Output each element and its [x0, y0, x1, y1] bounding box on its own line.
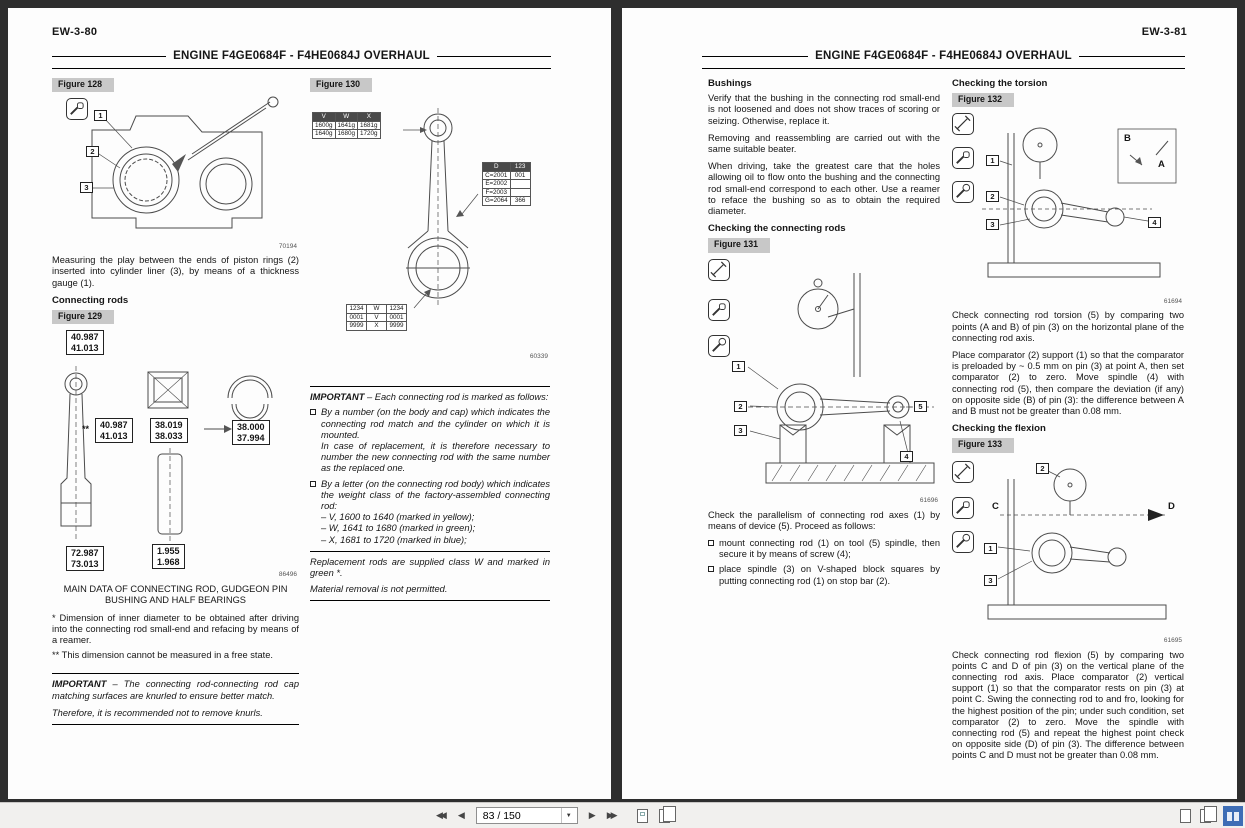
table-cell: 0001 [347, 313, 367, 322]
dim-line: 41.013 [100, 430, 128, 441]
wrench-icon [952, 531, 974, 553]
dim-line: 73.013 [71, 558, 99, 569]
title-rule-right [1079, 56, 1185, 57]
callout-2: 2 [1036, 463, 1049, 474]
callout-4: 4 [900, 451, 913, 462]
dim-line: 72.987 [71, 548, 99, 559]
table-cell: C=2001 [483, 171, 511, 180]
figure-130-label: Figure 130 [310, 78, 372, 92]
table-cell: 001 [510, 171, 530, 180]
table-cell: G=2064 [483, 197, 511, 206]
table-cell: 1600g [313, 121, 336, 130]
page-title-block [702, 50, 1185, 62]
figure-130-ref: 60339 [529, 353, 548, 360]
parallelism-paragraph: Check the parallelism of connecting rod axes (1) by means of device (5). Proceed as follows: [708, 509, 940, 531]
bullet-text: By a letter (on the connecting rod body) which indicates the weight class of the factory-assembled connecting rod: [321, 478, 550, 512]
checkbox-bullet-icon [310, 409, 316, 415]
figure-132-label: Figure 132 [952, 93, 1014, 107]
checkbox-bullet-icon [310, 481, 316, 487]
wrench-icon [952, 181, 974, 203]
caliper-icon [952, 461, 974, 483]
screwdriver-icon [952, 147, 974, 169]
callout-3: 3 [80, 182, 93, 193]
table-cell: 0001 [387, 313, 407, 322]
table-cell: 1234 [347, 305, 367, 314]
step-text: mount connecting rod (1) on tool (5) spindle, then secure it by means of screw (4); [719, 538, 940, 560]
single-page-view-button[interactable] [1180, 809, 1191, 823]
step-text: place spindle (3) on V-shaped block squares by putting connecting rod (1) on stop bar (2). [719, 564, 940, 586]
page-number-input[interactable] [477, 810, 561, 822]
checkbox-bullet-icon [708, 540, 714, 546]
title-underline [52, 68, 551, 69]
snapshot-page-button[interactable] [637, 809, 648, 823]
point-letter-D: D [1168, 500, 1175, 512]
table-cell: 1234 [387, 305, 407, 314]
weight-class-table [312, 112, 381, 139]
dim-line: 40.987 [71, 332, 99, 343]
footnote-double-star: ** This dimension cannot be measured in a free state. [52, 650, 274, 661]
snapshot-marker [640, 812, 645, 816]
title-rule-right [437, 56, 551, 57]
title-rule-left [702, 56, 808, 57]
table-cell: 1681g [358, 121, 381, 130]
page-title: ENGINE F4GE0684F - F4HE0684J OVERHAUL [173, 50, 430, 62]
marking-table [346, 304, 407, 331]
important-note-knurls [52, 673, 299, 725]
match-number-table [482, 162, 531, 206]
dim-box-mid-2 [150, 418, 188, 443]
facing-pages-view-button[interactable] [1200, 809, 1211, 823]
screwdriver-icon [952, 497, 974, 519]
figure-132-drawing [952, 111, 1184, 301]
point-letter-A: A [1158, 159, 1165, 171]
page-layout-group [1180, 803, 1211, 828]
material-note: Material removal is not permitted. [310, 584, 448, 595]
document-page-left [8, 8, 611, 799]
important-label: IMPORTANT [52, 679, 107, 690]
connecting-rods-heading: Connecting rods [52, 294, 129, 306]
figure-130 [310, 96, 550, 362]
table-cell [510, 188, 530, 197]
figure-131-label: Figure 131 [708, 238, 770, 252]
screwdriver-icon [708, 299, 730, 321]
bullet-subitem: – V, 1600 to 1640 (marked in yellow); [321, 512, 475, 523]
table-cell: 9999 [387, 322, 407, 331]
table-cell: 1641g [335, 121, 358, 130]
table-cell: 1640g [313, 130, 336, 139]
page-title: ENGINE F4GE0684F - F4HE0684J OVERHAUL [815, 50, 1072, 62]
table-cell: 123 [510, 163, 530, 172]
important-text-2: Therefore, it is recommended not to remove knurls. [52, 707, 263, 718]
bushings-heading: Bushings [708, 78, 752, 89]
dim-box-bottom-1 [66, 546, 104, 571]
left-page-column-1 [52, 78, 299, 725]
dim-line: 1.968 [157, 556, 180, 567]
parallelism-step-1 [708, 538, 940, 560]
screwdriver-icon [66, 98, 88, 120]
bushings-paragraph-2: Removing and reassembling are carried out with the same suitable beater. [708, 132, 940, 155]
last-page-button[interactable]: ▶▶ [606, 810, 615, 820]
checkbox-bullet-icon [708, 566, 714, 572]
dim-line: 38.019 [155, 420, 183, 431]
bullet-text: In case of replacement, it is therefore necessary to number the new connecting rod with the same number as the replaced one. [321, 441, 550, 474]
figure-133-label: Figure 133 [952, 438, 1014, 452]
table-cell: V [367, 313, 387, 322]
double-asterisk-mark: ** [82, 424, 90, 435]
figure-129-ref: 86496 [278, 571, 297, 579]
previous-page-button[interactable]: ◀ [457, 810, 465, 820]
dim-line: 37.994 [237, 432, 265, 443]
bushings-paragraph-3: When driving, take the greatest care that the holes allowing oil to flow onto the bushing and the connecting rod small-end correspond to each other. Use a reamer to reface the bushing so as to obtain the required diameter. [708, 161, 940, 217]
dim-line: 41.013 [71, 342, 99, 353]
table-cell: W [367, 305, 387, 314]
next-page-button[interactable]: ▶ [588, 810, 596, 820]
bullet-text: By a number (on the body and cap) which indicates the connecting rod match and the cylinder on which it is mounted. [321, 407, 550, 440]
dim-box-mid-1 [95, 418, 133, 443]
note-divider [310, 551, 550, 552]
flexion-heading: Checking the flexion [952, 423, 1046, 435]
checking-rods-heading: Checking the connecting rods [708, 223, 846, 235]
callout-4: 4 [1148, 217, 1161, 228]
important-text: – The connecting rod-connecting rod cap matching surfaces are knurled to ensure better match. [52, 679, 299, 701]
dim-box-mid-3 [232, 420, 270, 445]
caliper-icon [952, 113, 974, 135]
dim-line: 38.033 [155, 430, 183, 441]
figure-132-ref: 61694 [1163, 298, 1182, 306]
right-page-column-2 [952, 78, 1184, 768]
callout-1: 1 [732, 361, 745, 372]
dim-line: 40.987 [100, 420, 128, 431]
title-rule-left [52, 56, 166, 57]
wrench-icon [708, 335, 730, 357]
caliper-icon [708, 259, 730, 281]
figure-128 [52, 96, 299, 252]
page-title-block [52, 50, 551, 62]
document-page-right [622, 8, 1237, 799]
table-cell: 1720g [358, 130, 381, 139]
dim-line: 38.000 [237, 422, 265, 433]
figure-128-label: Figure 128 [52, 78, 114, 92]
important-note-marking [310, 386, 550, 601]
figure-129-drawing [52, 328, 299, 576]
facing-pages-active-button[interactable] [1223, 806, 1243, 826]
replacement-note: Replacement rods are supplied class W and marked in green *. [310, 556, 550, 579]
figure-131 [708, 257, 940, 507]
table-cell: F=2003 [483, 188, 511, 197]
figure-128-ref: 70194 [278, 243, 297, 250]
important-intro: – Each connecting rod is marked as follows: [367, 392, 549, 403]
title-underline [702, 68, 1185, 69]
callout-2: 2 [86, 146, 99, 157]
callout-1: 1 [984, 543, 997, 554]
page-number-box [476, 807, 578, 824]
callout-3: 3 [734, 425, 747, 436]
parallelism-step-2 [708, 564, 940, 586]
page-code: EW-3-81 [1141, 26, 1187, 38]
figure-133 [952, 457, 1184, 647]
left-page-column-2 [310, 78, 550, 601]
marking-bullet-number [310, 407, 550, 474]
point-letter-B: B [1124, 133, 1131, 145]
callout-1: 1 [94, 110, 107, 121]
dim-box-top [66, 330, 104, 355]
callout-1: 1 [986, 155, 999, 166]
table-cell: E=2002 [483, 180, 511, 189]
table-cell [510, 180, 530, 189]
table-cell: D [483, 163, 511, 172]
table-cell: X [367, 322, 387, 331]
torsion-paragraph-2: Place comparator (2) support (1) so that the comparator is preloaded by ~ 0.5 mm on pin (3) at point A, then set comparator (2) to zero. Move spindle (4) with connecting rod (5), then compare the deviation (if any) on opposite side (B) of pin (3): the difference between A and B must not be greater than 0.08 mm. [952, 350, 1184, 417]
figure-129 [52, 328, 299, 580]
figure-129-label: Figure 129 [52, 310, 114, 324]
figure-131-drawing [708, 257, 940, 501]
bushings-paragraph-1: Verify that the bushing in the connecting rod small-end is not loosened and does not show traces of scoring or seizing. Otherwise, replace it. [708, 93, 940, 126]
callout-3: 3 [984, 575, 997, 586]
figure-131-ref: 61696 [919, 497, 938, 505]
table-header: V [313, 113, 336, 122]
important-label: IMPORTANT [310, 392, 365, 403]
dim-box-bottom-2 [152, 544, 185, 569]
torsion-heading: Checking the torsion [952, 78, 1048, 89]
point-letter-C: C [992, 500, 999, 512]
callout-3: 3 [986, 219, 999, 230]
figure-133-ref: 61695 [1163, 637, 1182, 645]
figure-129-caption: MAIN DATA OF CONNECTING ROD, GUDGEON PIN BUSHING AND HALF BEARINGS [63, 584, 288, 606]
first-page-button[interactable]: ◀◀ [436, 810, 444, 820]
flexion-paragraph: Check connecting rod flexion (5) by comparing two points C and D of pin (3) on the vertical plane of the connecting rod axis. Place comparator (2) vertical support (1) so that the comparator rests on pin (3) at point C. Swing the connecting rod to and fro, looking for the highest position of the pin; under such condition, set comparator (2) to zero. Move the spindle with connecting rod (5) and repeat the highest point check on opposite side (D) of pin (3). The difference between points C and D must not be greater than 0.08 mm. [952, 649, 1184, 761]
callout-2: 2 [986, 191, 999, 202]
footnote-star: * Dimension of inner diameter to be obtained after driving into the connecting rod small-end and refacing by means of a reamer. [52, 612, 299, 646]
table-cell: 1680g [335, 130, 358, 139]
figure-132 [952, 111, 1184, 307]
bullet-subitem: – W, 1641 to 1680 (marked in green); [321, 523, 476, 534]
figure-128-caption: Measuring the play between the ends of piston rings (2) inserted into cylinder liner (3), by means of a thickness gauge (1). [52, 255, 299, 288]
callout-5: 5 [914, 401, 927, 412]
table-cell: 366 [510, 197, 530, 206]
copy-page-button[interactable] [659, 809, 670, 823]
right-page-column-1 [708, 78, 940, 591]
page-dropdown-caret[interactable]: ▼ [561, 808, 576, 823]
table-header: W [335, 113, 358, 122]
table-cell: 9999 [347, 322, 367, 331]
marking-bullet-letter [310, 479, 550, 546]
page-code: EW-3-80 [52, 26, 98, 38]
torsion-paragraph-1: Check connecting rod torsion (5) by comparing two points (A and B) of pin (3) on the horizontal plane of the connecting rod axis. [952, 310, 1184, 343]
dim-line: 1.955 [157, 546, 180, 557]
page-navigation-group [436, 803, 670, 828]
callout-2: 2 [734, 401, 747, 412]
bullet-subitem: – X, 1681 to 1720 (marked in blue); [321, 534, 467, 545]
table-header: X [358, 113, 381, 122]
pdf-viewer-toolbar [0, 802, 1245, 828]
